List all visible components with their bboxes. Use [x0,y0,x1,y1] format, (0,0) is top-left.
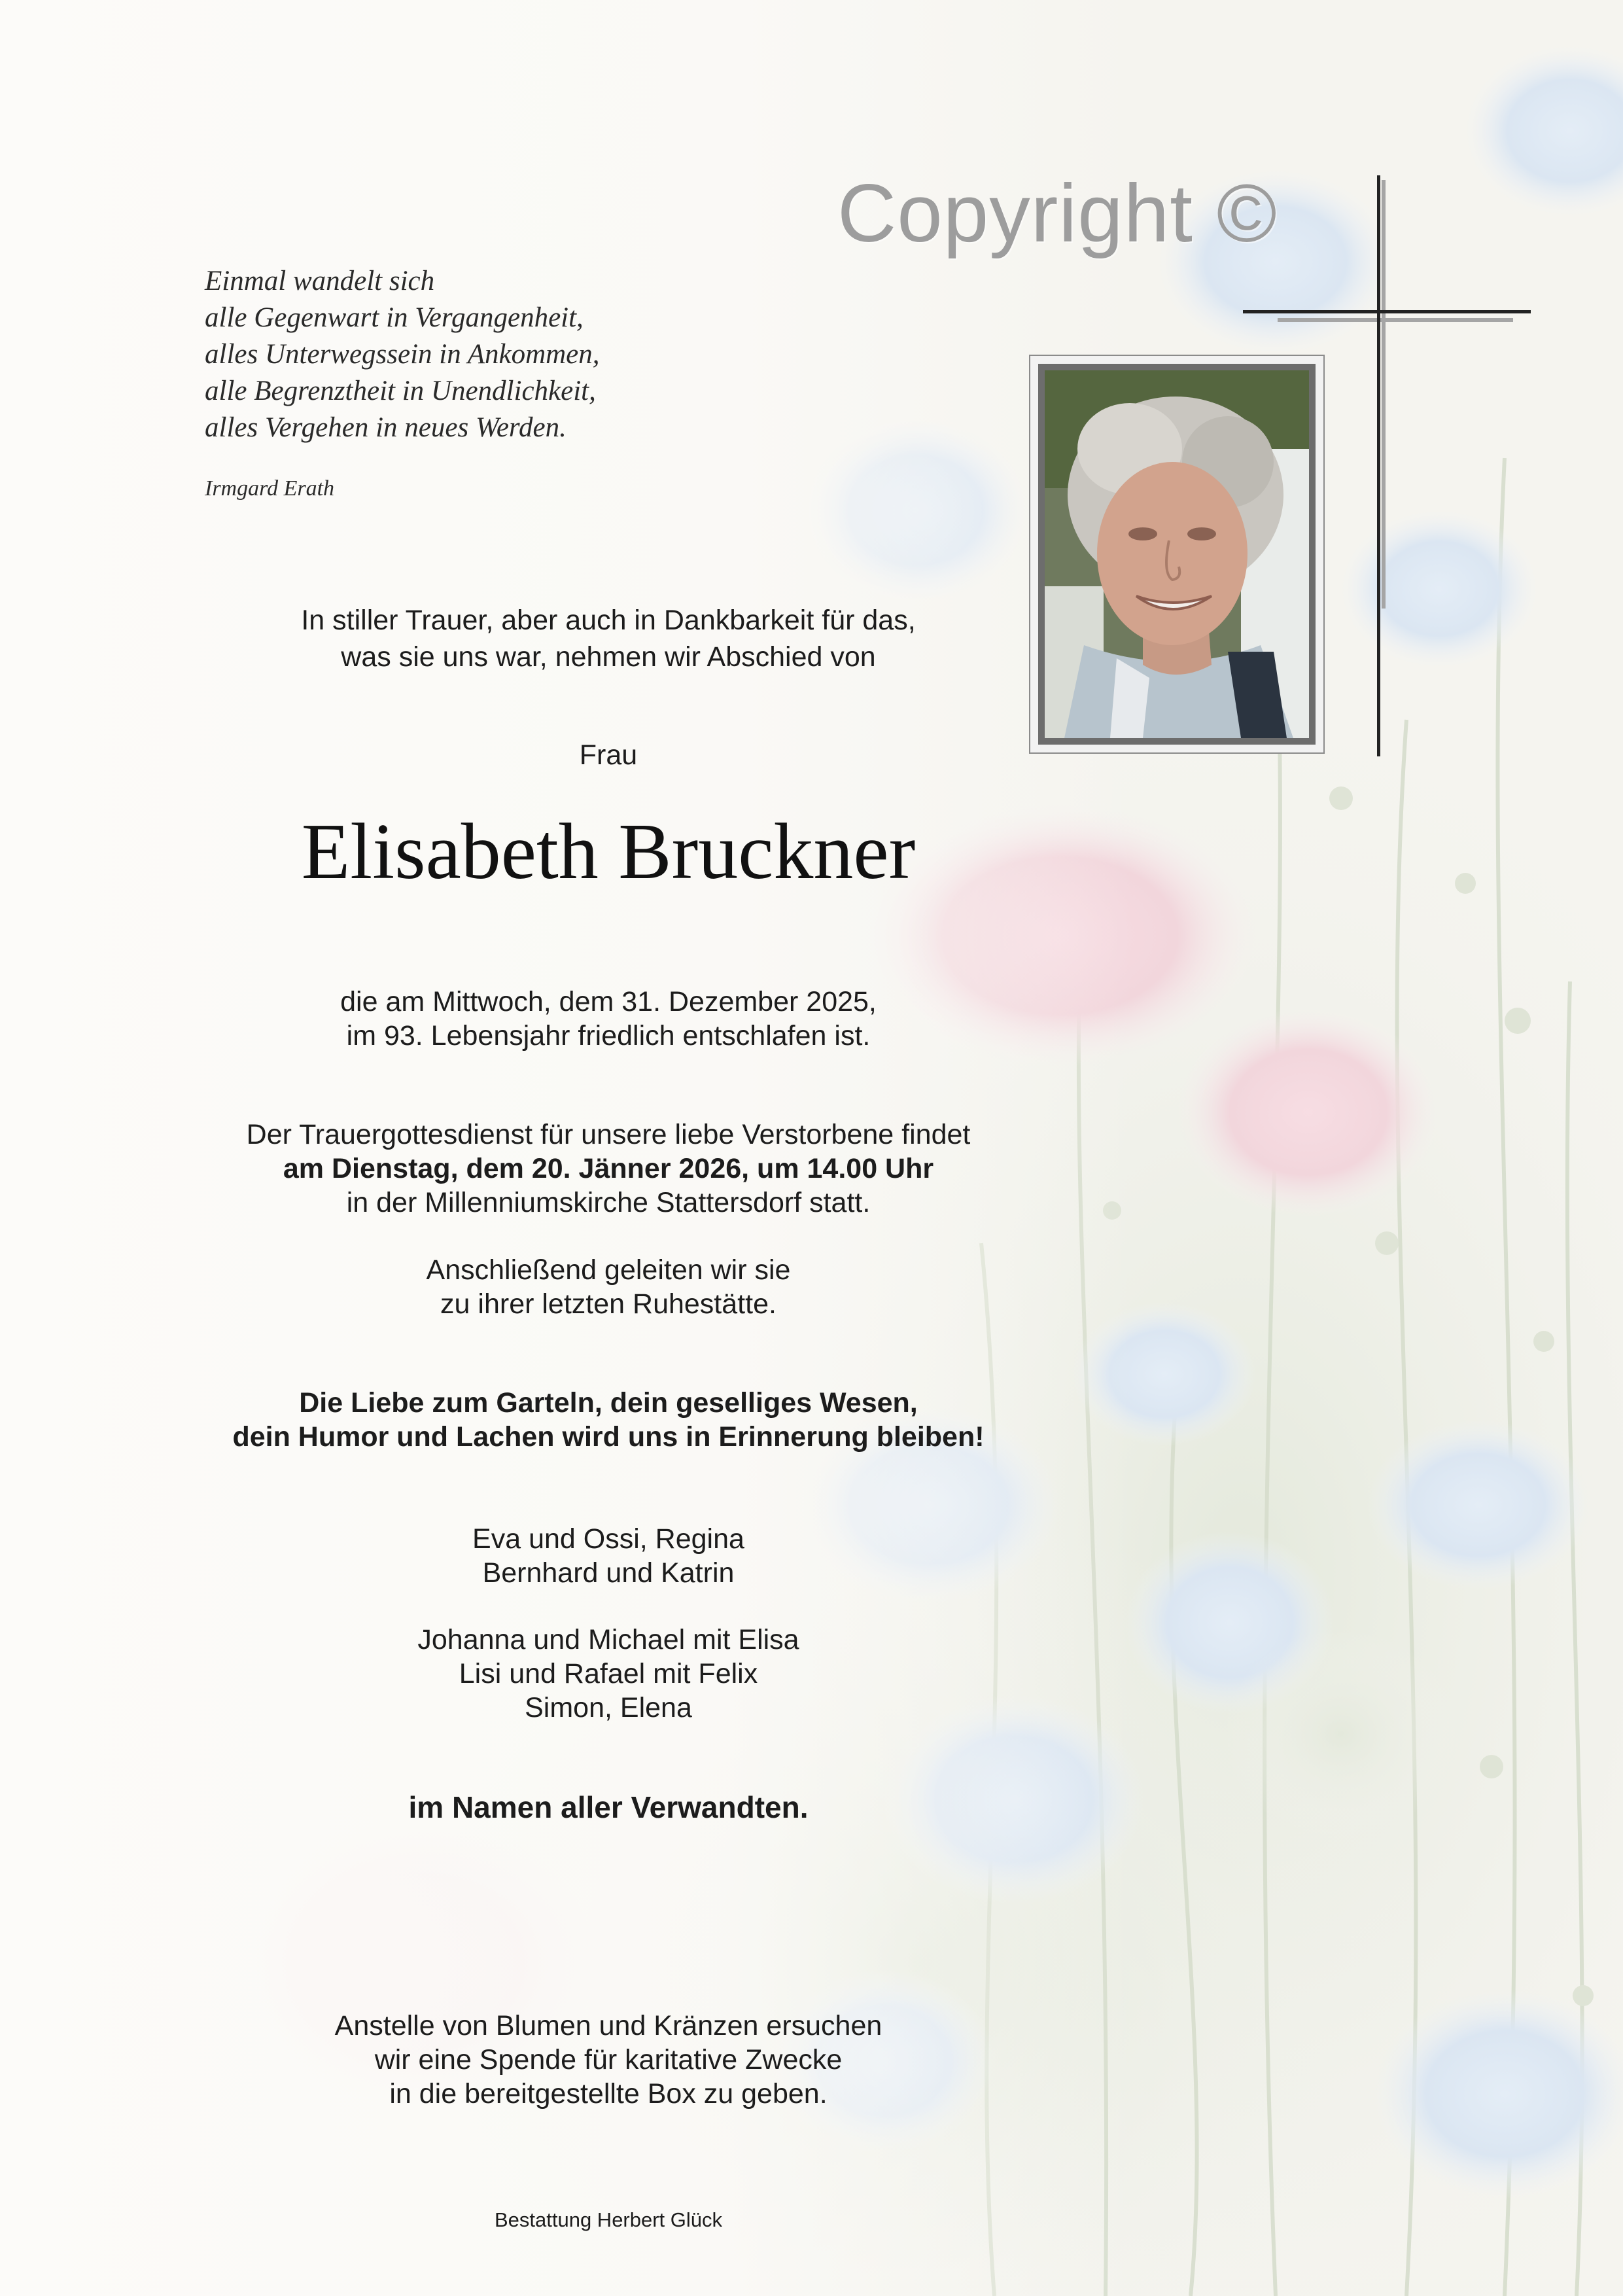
quote-line: alle Begrenztheit in Unendlichkeit, [205,376,596,406]
portrait-photo [1045,370,1309,738]
on-behalf-line: im Namen aller Verwandten. [408,1790,809,1824]
funeral-home: Bestattung Herbert Glück [494,2208,723,2231]
tribute-line: dein Humor und Lachen wird uns in Erinnerung bleiben! [232,1421,985,1453]
cross-icon-bar [1243,310,1531,313]
quote-line: alles Unterwegssein in Ankommen, [205,339,600,370]
portrait-mat [1038,364,1316,745]
cross-shadow-horizontal [1278,318,1513,322]
quote-line: alles Vergehen in neues Werden. [205,412,567,443]
burial-line: Anschließend geleiten wir sie [426,1254,791,1286]
service-location: in der Millenniumskirche Stattersdorf statt. [346,1187,871,1218]
donation-line: Anstelle von Blumen und Kränzen ersuchen [334,2010,882,2041]
mourners-group-1 [216,1522,1001,1590]
quote-author: Irmgard Erath [205,476,335,501]
tribute-line: Die Liebe zum Garteln, dein geselliges Wesen, [299,1387,918,1419]
mourner-line: Bernhard und Katrin [482,1557,735,1589]
service-line: Der Trauergottesdienst für unsere liebe Verstorbene findet [246,1119,971,1150]
mourner-line: Lisi und Rafael mit Felix [459,1658,758,1689]
donation-request [216,2009,1001,2111]
cross-icon [1377,175,1380,756]
memorial-quote [205,263,794,446]
quote-line: alle Gegenwart in Vergangenheit, [205,302,584,333]
service-details [150,1118,1066,1220]
deceased-name: Elisabeth Bruckner [301,807,916,896]
mourner-line: Simon, Elena [525,1692,692,1723]
burial-line: zu ihrer letzten Ruhestätte. [440,1288,777,1320]
death-notice [216,985,1001,1053]
service-date-time: am Dienstag, dem 20. Jänner 2026, um 14.00 Uhr [283,1153,934,1184]
intro-text [216,602,1001,675]
intro-line: was sie uns war, nehmen wir Abschied von [341,641,876,673]
death-notice-line: die am Mittwoch, dem 31. Dezember 2025, [340,986,877,1017]
cross-shadow-vertical [1382,180,1386,609]
mourners-group-2 [216,1623,1001,1725]
death-notice-line: im 93. Lebensjahr friedlich entschlafen ist. [346,1020,871,1051]
portrait-frame [1029,355,1325,754]
donation-line: wir eine Spende für karitative Zwecke [374,2044,843,2075]
burial-notice [216,1253,1001,1321]
mourner-line: Johanna und Michael mit Elisa [417,1624,799,1655]
quote-line: Einmal wandelt sich [205,266,435,296]
tribute-text [150,1386,1066,1454]
donation-line: in die bereitgestellte Box zu geben. [389,2078,828,2110]
salutation: Frau [579,739,638,771]
copyright-watermark: Copyright © [837,168,1278,259]
mourner-line: Eva und Ossi, Regina [472,1523,744,1555]
intro-line: In stiller Trauer, aber auch in Dankbarkeit für das, [301,605,916,636]
